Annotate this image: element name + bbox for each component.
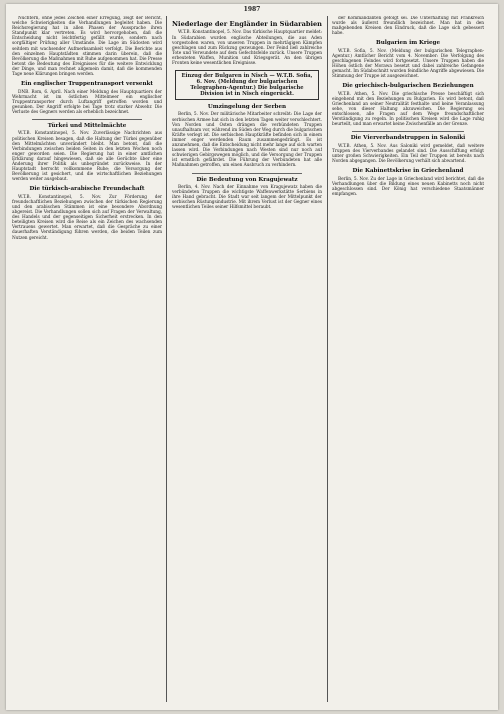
article-body: W.T.B. Konstantinopel, 5. Nov. Zuverlässige Nachrichten aus politischen Kreisen besagen, daß die Haltung der Türkei gegenüber den Mittelmächten unverändert bleibt. Man betont, daß die Verbindungen zwischen beiden Seiten in den letzten Wochen noch enger geworden seien. Die Regierung hat in einer amtlichen Erklärung darauf hingewiesen, daß sie alle Gerüchte über eine Änderung ihrer Politik als unbegründet zurückweise. In der Hauptstadt herrscht vollkommene Ruhe; die Versorgung der Bevölkerung ist gesichert, und die wirtschaftlichen Beziehungen werden weiter ausgebaut.	[12, 131, 162, 183]
column-rule	[327, 16, 328, 702]
article-headline: Die griechisch-bulgarischen Beziehungen	[342, 83, 474, 90]
article-body: W.T.B. Konstantinopel, 5. Nov. Zur Förderung der freundschaftlichen Beziehungen zwischen der türkischen Regierung und den arabischen Stämmen ist eine besondere Abordnung abgereist. Die Verhandlungen sollen sich auf Fragen der Verwaltung, des Handels und der gegenseitigen Sicherheit erstrecken. In den beteiligten Kreisen wird die Reise als ein Zeichen des wachsenden Vertrauens gewertet. Man erwartet, daß die Gespräche zu einer dauerhaften Verständigung führen werden, die beiden Teilen zum Nutzen gereicht.	[12, 194, 162, 241]
article-body: W.T.B. Athen, 5. Nov. Aus Saloniki wird gemeldet, daß weitere Truppen des Vierverbandes gelandet sind. Die Ausschiffung erfolgt unter großen Schwierigkeiten. Ein Teil der Truppen ist bereits nach Norden abgegangen. Die Bevölkerung verhält sich abwartend.	[332, 143, 484, 165]
article-body: W.T.B. Sofia, 5. Nov. (Meldung der bulgarischen Telegraphen-Agentur.) Amtlicher Bericht vom 4. November: Die Verfolgung des geschlagenen Feindes wird fortgesetzt. Unsere Truppen haben die Höhen östlich der Morawa besetzt und dabei zahlreiche Gefangene gemacht. Im Südabschnitt wurden feindliche Angriffe abgewiesen. Die Stimmung der Truppe ist ausgezeichnet.	[332, 48, 484, 80]
article-headline: Die türkisch-arabische Freundschaft	[29, 186, 145, 193]
column-rule	[166, 16, 167, 702]
separator-rule	[352, 131, 464, 132]
article-continuation	[332, 16, 484, 36]
article-south-arabia	[172, 21, 322, 66]
newspaper-page	[6, 4, 498, 710]
article-kragujewatz	[172, 177, 322, 211]
separator-rule	[192, 173, 302, 174]
article-greek-bulgarian	[332, 83, 484, 127]
article-body: Berlin, 5. Nov. Der militärische Mitarbeiter schreibt: Die Lage der serbischen Armee hat sich in den letzten Tagen weiter verschlechtert. Von Norden und Osten drängen die verbündeten Truppen unaufhaltsam vor, während im Süden der Weg durch die bulgarischen Kräfte verlegt ist. Die serbischen Hauptkräfte befinden sich in einem immer enger werdenden Raum zusammengedrängt. Es ist anzunehmen, daß die Entscheidung nicht mehr lange auf sich warten lassen wird. Die Verbindungen nach Westen sind nur noch auf schwierigen Gebirgswegen möglich, und die Versorgung der Truppen ist ernstlich gefährdet. Die Führung der Verbündeten hat alle Maßnahmen getroffen, um einen Ausbruch zu verhindern.	[172, 112, 322, 169]
article-headline: Niederlage der Engländer in Südarabien	[172, 20, 322, 28]
article-saloniki	[332, 135, 484, 164]
article-body: der Kommandanten gefolgt sei. Die Unterhaltung mit Frankreich wurde als äußerst freundlich bezeichnet. Man hat in den maßgebenden Kreisen den Eindruck, daß die Lage sich gebessert habe.	[332, 16, 484, 37]
separator-rule	[32, 119, 142, 120]
article-headline: Die Kabinettskrise in Griechenland	[352, 168, 464, 175]
article-body: DNB. Rom, 6. April. Nach einer Meldung des Hauptquartiers der Wehrmacht ist im östlichen Mittelmeer ein englischer Truppentransporter durch Luftangriff getroffen worden und gesunken. Der Angriff erfolgte bei Tage trotz starker Abwehr. Die Verluste des Gegners werden als erheblich bezeichnet.	[12, 89, 162, 115]
article-headline: Ein englischer Truppentransport versenkt	[21, 81, 153, 88]
page-number: 1987	[243, 6, 261, 13]
article-body: Nüchtern, ohne jedes Zeichen einer Erregung, zeigt der Bericht, welche Schwierigkeiten die Verhandlungen begleitet haben. Die Reichsregierung hat in allen Phasen der Aussprache ihren Standpunkt klar vertreten. Es wird hervorgehoben, daß die Entscheidung nicht leichtfertig gefällt wurde, sondern nach sorgfältiger Prüfung aller Umstände. Die Lage im Südosten wird seitdem mit wachsender Aufmerksamkeit verfolgt. Die Berichte aus den einzelnen Hauptstädten stimmen darin überein, daß die Bevölkerung die Maßnahmen mit Ruhe aufgenommen hat. Die Presse betont die Bedeutung des Ereignisses für die weitere Entwicklung der Dinge, und man rechnet allgemein damit, daß die kommenden Tage neue Klärungen bringen werden.	[12, 16, 162, 78]
article-continuation	[12, 16, 162, 77]
article-body: Berlin, 4. Nov. Nach der Einnahme von Kragujewatz haben die verbündeten Truppen die wichtigste Waffenwerkstätte Serbiens in ihre Hand gebracht. Die Stadt war seit langem der Mittelpunkt der serbischen Rüstungsindustrie. Mit ihrem Verlust ist der Gegner eines wesentlichen Teiles seiner Hilfsmittel beraubt.	[172, 184, 322, 211]
article-turkey	[12, 123, 162, 182]
article-headline: Die Bedeutung von Kragujewatz	[196, 176, 298, 183]
column-2	[172, 16, 322, 704]
article-troop-transport	[12, 81, 162, 115]
article-serbs	[172, 104, 322, 168]
article-headline: Die Vierverbandstruppen in Saloniki	[350, 135, 466, 142]
article-bulgaria-war	[332, 40, 484, 79]
column-1	[12, 16, 162, 704]
boxed-bulletin: Einzug der Bulgaren in Nisch — W.T.B. Sofia, 6. Nov. (Meldung der bulgarischen Telegraphen-Agentur.) Die bulgarische Division ist in Nisch eingerückt.	[175, 70, 319, 100]
column-3	[332, 16, 484, 704]
article-headline: Umzingelung der Serben	[207, 104, 287, 111]
article-headline: Türkei und Mittelmächte	[47, 123, 127, 129]
article-greek-cabinet	[332, 168, 484, 197]
article-body: W.T.B. Athen, 5. Nov. Die griechische Presse beschäftigt sich eingehend mit den Beziehungen zu Bulgarien. Es wird betont, daß Griechenland an seiner Neutralität festhalte und keine Veranlassung sehe, von dieser Haltung abzuweichen. Die Regierung sei entschlossen, alle Fragen auf dem Wege freundschaftlicher Verständigung zu regeln. In politischen Kreisen wird die Lage ruhig beurteilt, und man erwartet keine Zwischenfälle an der Grenze.	[332, 91, 484, 128]
article-body: Berlin, 5. Nov. Zu der Lage in Griechenland wird berichtet, daß die Verhandlungen über die Bildung eines neuen Kabinetts noch nicht abgeschlossen sind. Der König hat verschiedene Staatsmänner empfangen.	[332, 176, 484, 197]
article-body: W.T.B. Konstantinopel, 5. Nov. Das türkische Hauptquartier meldet: In Südarabien wurden englische Abteilungen, die aus Aden vorgestoßen waren, von unseren Truppen in mehrtägigen Kämpfen geschlagen und zum Rückzug gezwungen. Der Feind ließ zahlreiche Tote und Verwundete auf dem Gefechtsfelde zurück. Unsere Truppen erbeuteten Waffen, Munition und Kriegsgerät. An den übrigen Fronten keine wesentlichen Ereignisse.	[172, 30, 322, 66]
article-turkish-arab	[12, 186, 162, 240]
article-headline: Bulgarien im Kriege	[375, 40, 441, 47]
